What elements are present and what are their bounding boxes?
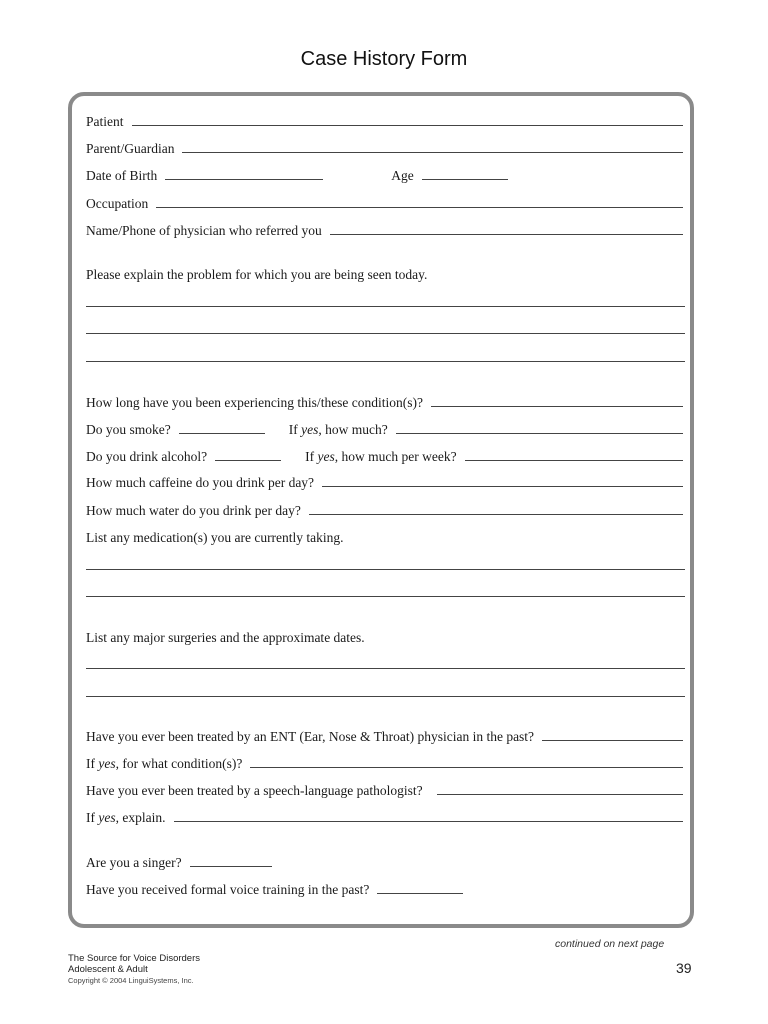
book-title: The Source for Voice Disorders bbox=[68, 953, 201, 964]
surgeries-row bbox=[86, 624, 683, 646]
problem-answer-line[interactable] bbox=[86, 333, 685, 334]
ent-condition-line[interactable] bbox=[250, 767, 683, 768]
problem-answer-line[interactable] bbox=[86, 306, 685, 307]
patient-label: Patient bbox=[86, 114, 124, 129]
water-label: How much water do you drink per day? bbox=[86, 503, 301, 518]
water-row bbox=[86, 497, 683, 519]
alcohol-amount-line[interactable] bbox=[465, 460, 683, 461]
singer-row bbox=[86, 849, 683, 871]
slp-row bbox=[86, 777, 683, 799]
caffeine-label: How much caffeine do you drink per day? bbox=[86, 475, 315, 490]
alcohol-row bbox=[86, 443, 683, 465]
explain-row bbox=[86, 804, 683, 826]
smoke-label: Do you smoke? bbox=[86, 422, 171, 437]
patient-row bbox=[86, 108, 683, 130]
date-of-birth-line[interactable] bbox=[165, 179, 323, 180]
dob-age-row bbox=[86, 162, 683, 184]
medications-answer-line[interactable] bbox=[86, 596, 685, 597]
page-title: Case History Form bbox=[300, 48, 468, 70]
problem-label: Please explain the problem for which you are being seen today. bbox=[86, 267, 428, 282]
continued-note: continued on next page bbox=[555, 938, 665, 950]
explain-label: If yes, explain. bbox=[86, 810, 166, 825]
voice-training-label: Have you received formal voice training in the past? bbox=[86, 882, 370, 897]
surgeries-answer-line[interactable] bbox=[86, 668, 685, 669]
medications-answer-line[interactable] bbox=[86, 569, 685, 570]
how-long-row bbox=[86, 389, 683, 411]
smoke-row bbox=[86, 416, 683, 438]
parent-guardian-label: Parent/Guardian bbox=[86, 141, 175, 156]
patient-line[interactable] bbox=[132, 125, 684, 126]
copyright: Copyright © 2004 LinguiSystems, Inc. bbox=[68, 976, 194, 985]
ent-condition-label: If yes, for what condition(s)? bbox=[86, 756, 243, 771]
explain-line[interactable] bbox=[174, 821, 684, 822]
problem-row bbox=[86, 261, 683, 283]
age-label: Age bbox=[391, 168, 414, 183]
occupation-line[interactable] bbox=[156, 207, 683, 208]
parent-guardian-line[interactable] bbox=[182, 152, 683, 153]
alcohol-label: Do you drink alcohol? bbox=[86, 449, 208, 464]
book-credit bbox=[68, 953, 200, 986]
surgeries-label: List any major surgeries and the approximate dates. bbox=[86, 630, 365, 645]
ent-label: Have you ever been treated by an ENT (Ear, Nose & Throat) physician in the past? bbox=[86, 729, 535, 744]
slp-line[interactable] bbox=[437, 794, 683, 795]
caffeine-line[interactable] bbox=[322, 486, 683, 487]
singer-label: Are you a singer? bbox=[86, 855, 182, 870]
voice-training-row bbox=[86, 876, 683, 898]
how-long-label: How long have you been experiencing this/these condition(s)? bbox=[86, 395, 424, 410]
occupation-row bbox=[86, 190, 683, 212]
age-line[interactable] bbox=[422, 179, 508, 180]
page-number: 39 bbox=[676, 960, 692, 976]
singer-line[interactable] bbox=[190, 866, 272, 867]
physician-line[interactable] bbox=[330, 234, 683, 235]
ent-condition-row bbox=[86, 750, 683, 772]
ent-line[interactable] bbox=[542, 740, 683, 741]
smoke-amount-label: If yes, how much? bbox=[288, 422, 388, 437]
medications-label: List any medication(s) you are currently taking. bbox=[86, 530, 344, 545]
alcohol-amount-label: If yes, how much per week? bbox=[305, 449, 457, 464]
slp-label: Have you ever been treated by a speech-language pathologist? bbox=[86, 783, 423, 798]
book-subtitle: Adolescent & Adult bbox=[68, 964, 148, 975]
physician-label: Name/Phone of physician who referred you bbox=[86, 223, 322, 238]
water-line[interactable] bbox=[309, 514, 683, 515]
smoke-amount-line[interactable] bbox=[396, 433, 683, 434]
voice-training-line[interactable] bbox=[377, 893, 463, 894]
physician-row bbox=[86, 217, 683, 239]
alcohol-line[interactable] bbox=[215, 460, 281, 461]
caffeine-row bbox=[86, 469, 683, 491]
surgeries-answer-line[interactable] bbox=[86, 696, 685, 697]
problem-answer-line[interactable] bbox=[86, 361, 685, 362]
date-of-birth-label: Date of Birth bbox=[86, 168, 158, 183]
ent-row bbox=[86, 723, 683, 745]
medications-row bbox=[86, 524, 683, 546]
smoke-line[interactable] bbox=[179, 433, 265, 434]
occupation-label: Occupation bbox=[86, 196, 149, 211]
how-long-line[interactable] bbox=[431, 406, 683, 407]
parent-guardian-row bbox=[86, 135, 683, 157]
